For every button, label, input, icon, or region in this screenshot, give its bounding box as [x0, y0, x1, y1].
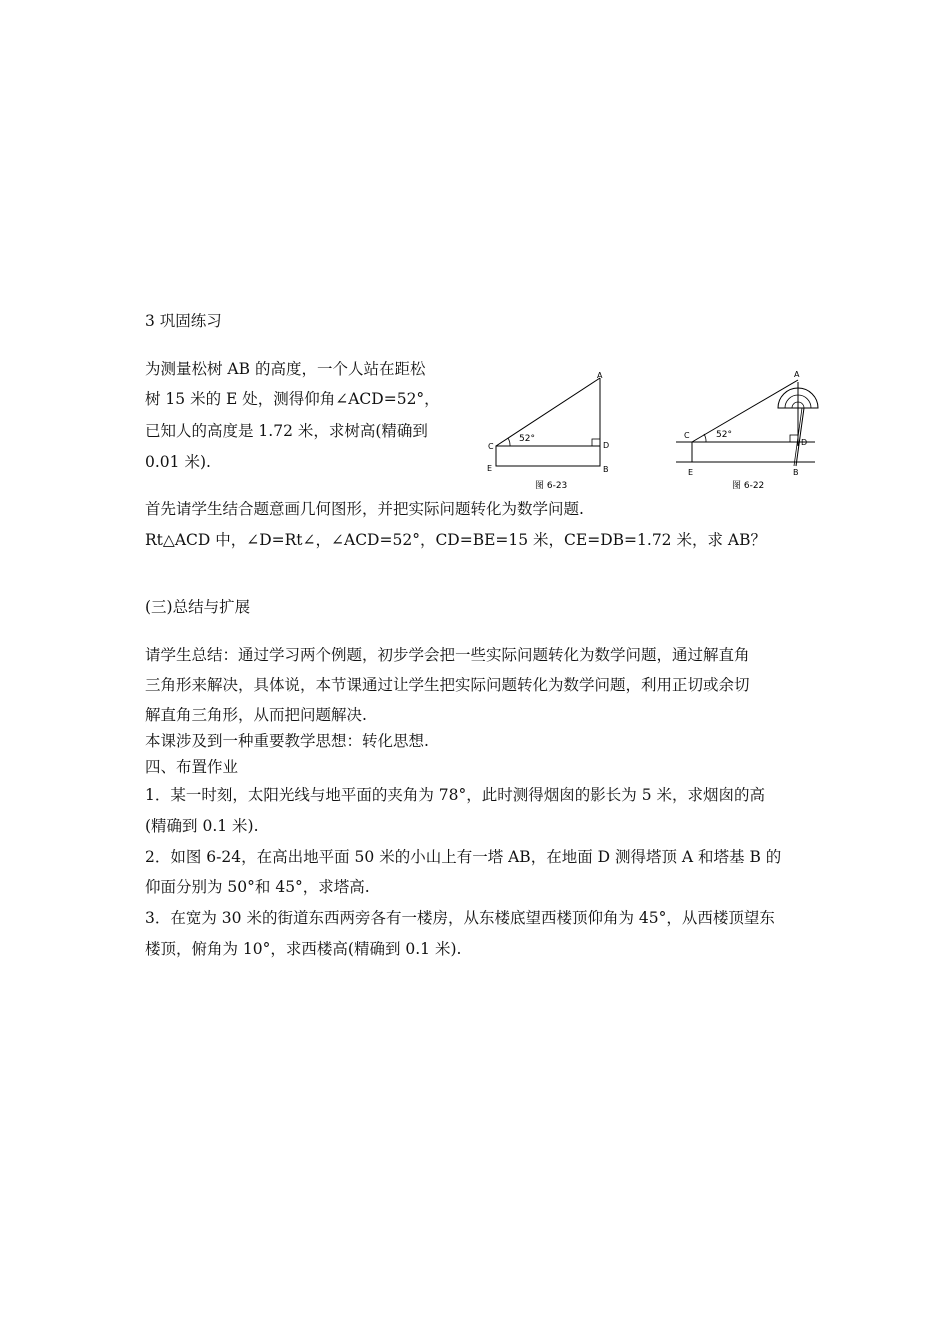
figure-caption: 图 6-22 — [732, 481, 765, 491]
angle-label: 52° — [519, 434, 535, 444]
label-b: B — [793, 468, 799, 477]
right-angle-mark — [790, 435, 798, 442]
summary-line-1: 请学生总结：通过学习两个例题，初步学会把一些实际问题转化为数学问题，通过解直角 — [145, 646, 750, 664]
problem-line-1: 为测量松树 AB 的高度，一个人站在距松 — [145, 360, 426, 378]
problem-line-4: 0.01 米). — [145, 453, 211, 471]
summary-line-2: 三角形来解决，具体说，本节课通过让学生把实际问题转化为数学问题，利用正切或余切 — [145, 676, 750, 694]
person-rectangle — [496, 446, 600, 466]
summary-line-4: 本课涉及到一种重要教学思想：转化思想. — [145, 732, 429, 750]
homework-line-5: 3．在宽为 30 米的街道东西两旁各有一楼房，从东楼底望西楼顶仰角为 45°，从西楼顶望东 — [145, 909, 775, 927]
sight-line — [692, 380, 798, 442]
label-a: A — [794, 370, 800, 379]
homework-line-6: 楼顶，俯角为 10°，求西楼高(精确到 0.1 米). — [145, 940, 462, 958]
section-heading-practice: 3 巩固练习 — [145, 312, 222, 330]
label-c: C — [684, 431, 690, 440]
given-line: Rt△ACD 中，∠D=Rt∠，∠ACD=52°，CD=BE=15 米，CE=DB=1.72 米，求 AB？ — [145, 531, 766, 549]
problem-line-2: 树 15 米的 E 处，测得仰角∠ACD=52°， — [145, 390, 440, 408]
label-e: E — [487, 464, 493, 473]
angle-label: 52° — [716, 430, 732, 440]
figure-caption: 图 6-23 — [535, 481, 568, 491]
label-a: A — [597, 371, 603, 380]
label-e: E — [688, 468, 694, 477]
summary-line-3: 解直角三角形，从而把问题解决. — [145, 706, 367, 724]
angle-arc — [704, 434, 706, 442]
figure-6-23 — [478, 364, 628, 496]
guide-line: 首先请学生结合题意画几何图形，并把实际问题转化为数学问题. — [145, 500, 584, 518]
section-heading-summary: (三)总结与扩展 — [145, 598, 251, 616]
pole-right — [796, 408, 804, 466]
label-b: B — [603, 465, 609, 474]
homework-line-4: 仰面分别为 50°和 45°，求塔高. — [145, 878, 370, 896]
right-angle-mark — [592, 439, 600, 446]
sight-line — [496, 378, 600, 446]
homework-line-2: (精确到 0.1 米). — [145, 817, 259, 835]
homework-line-3: 2．如图 6-24，在高出地平面 50 米的小山上有一塔 AB，在地面 D 测得塔顶 A 和塔基 B 的 — [145, 848, 782, 866]
label-c: C — [488, 442, 494, 451]
label-d: D — [801, 438, 808, 447]
angle-arc — [508, 438, 510, 446]
section-heading-homework: 四、布置作业 — [145, 758, 239, 776]
homework-line-1: 1．某一时刻，太阳光线与地平面的夹角为 78°，此时测得烟囱的影长为 5 米，求烟囱的高 — [145, 786, 765, 804]
problem-line-3: 已知人的高度是 1.72 米，求树高(精确到 — [145, 422, 428, 440]
label-d: D — [603, 441, 610, 450]
figure-6-22 — [672, 364, 822, 496]
